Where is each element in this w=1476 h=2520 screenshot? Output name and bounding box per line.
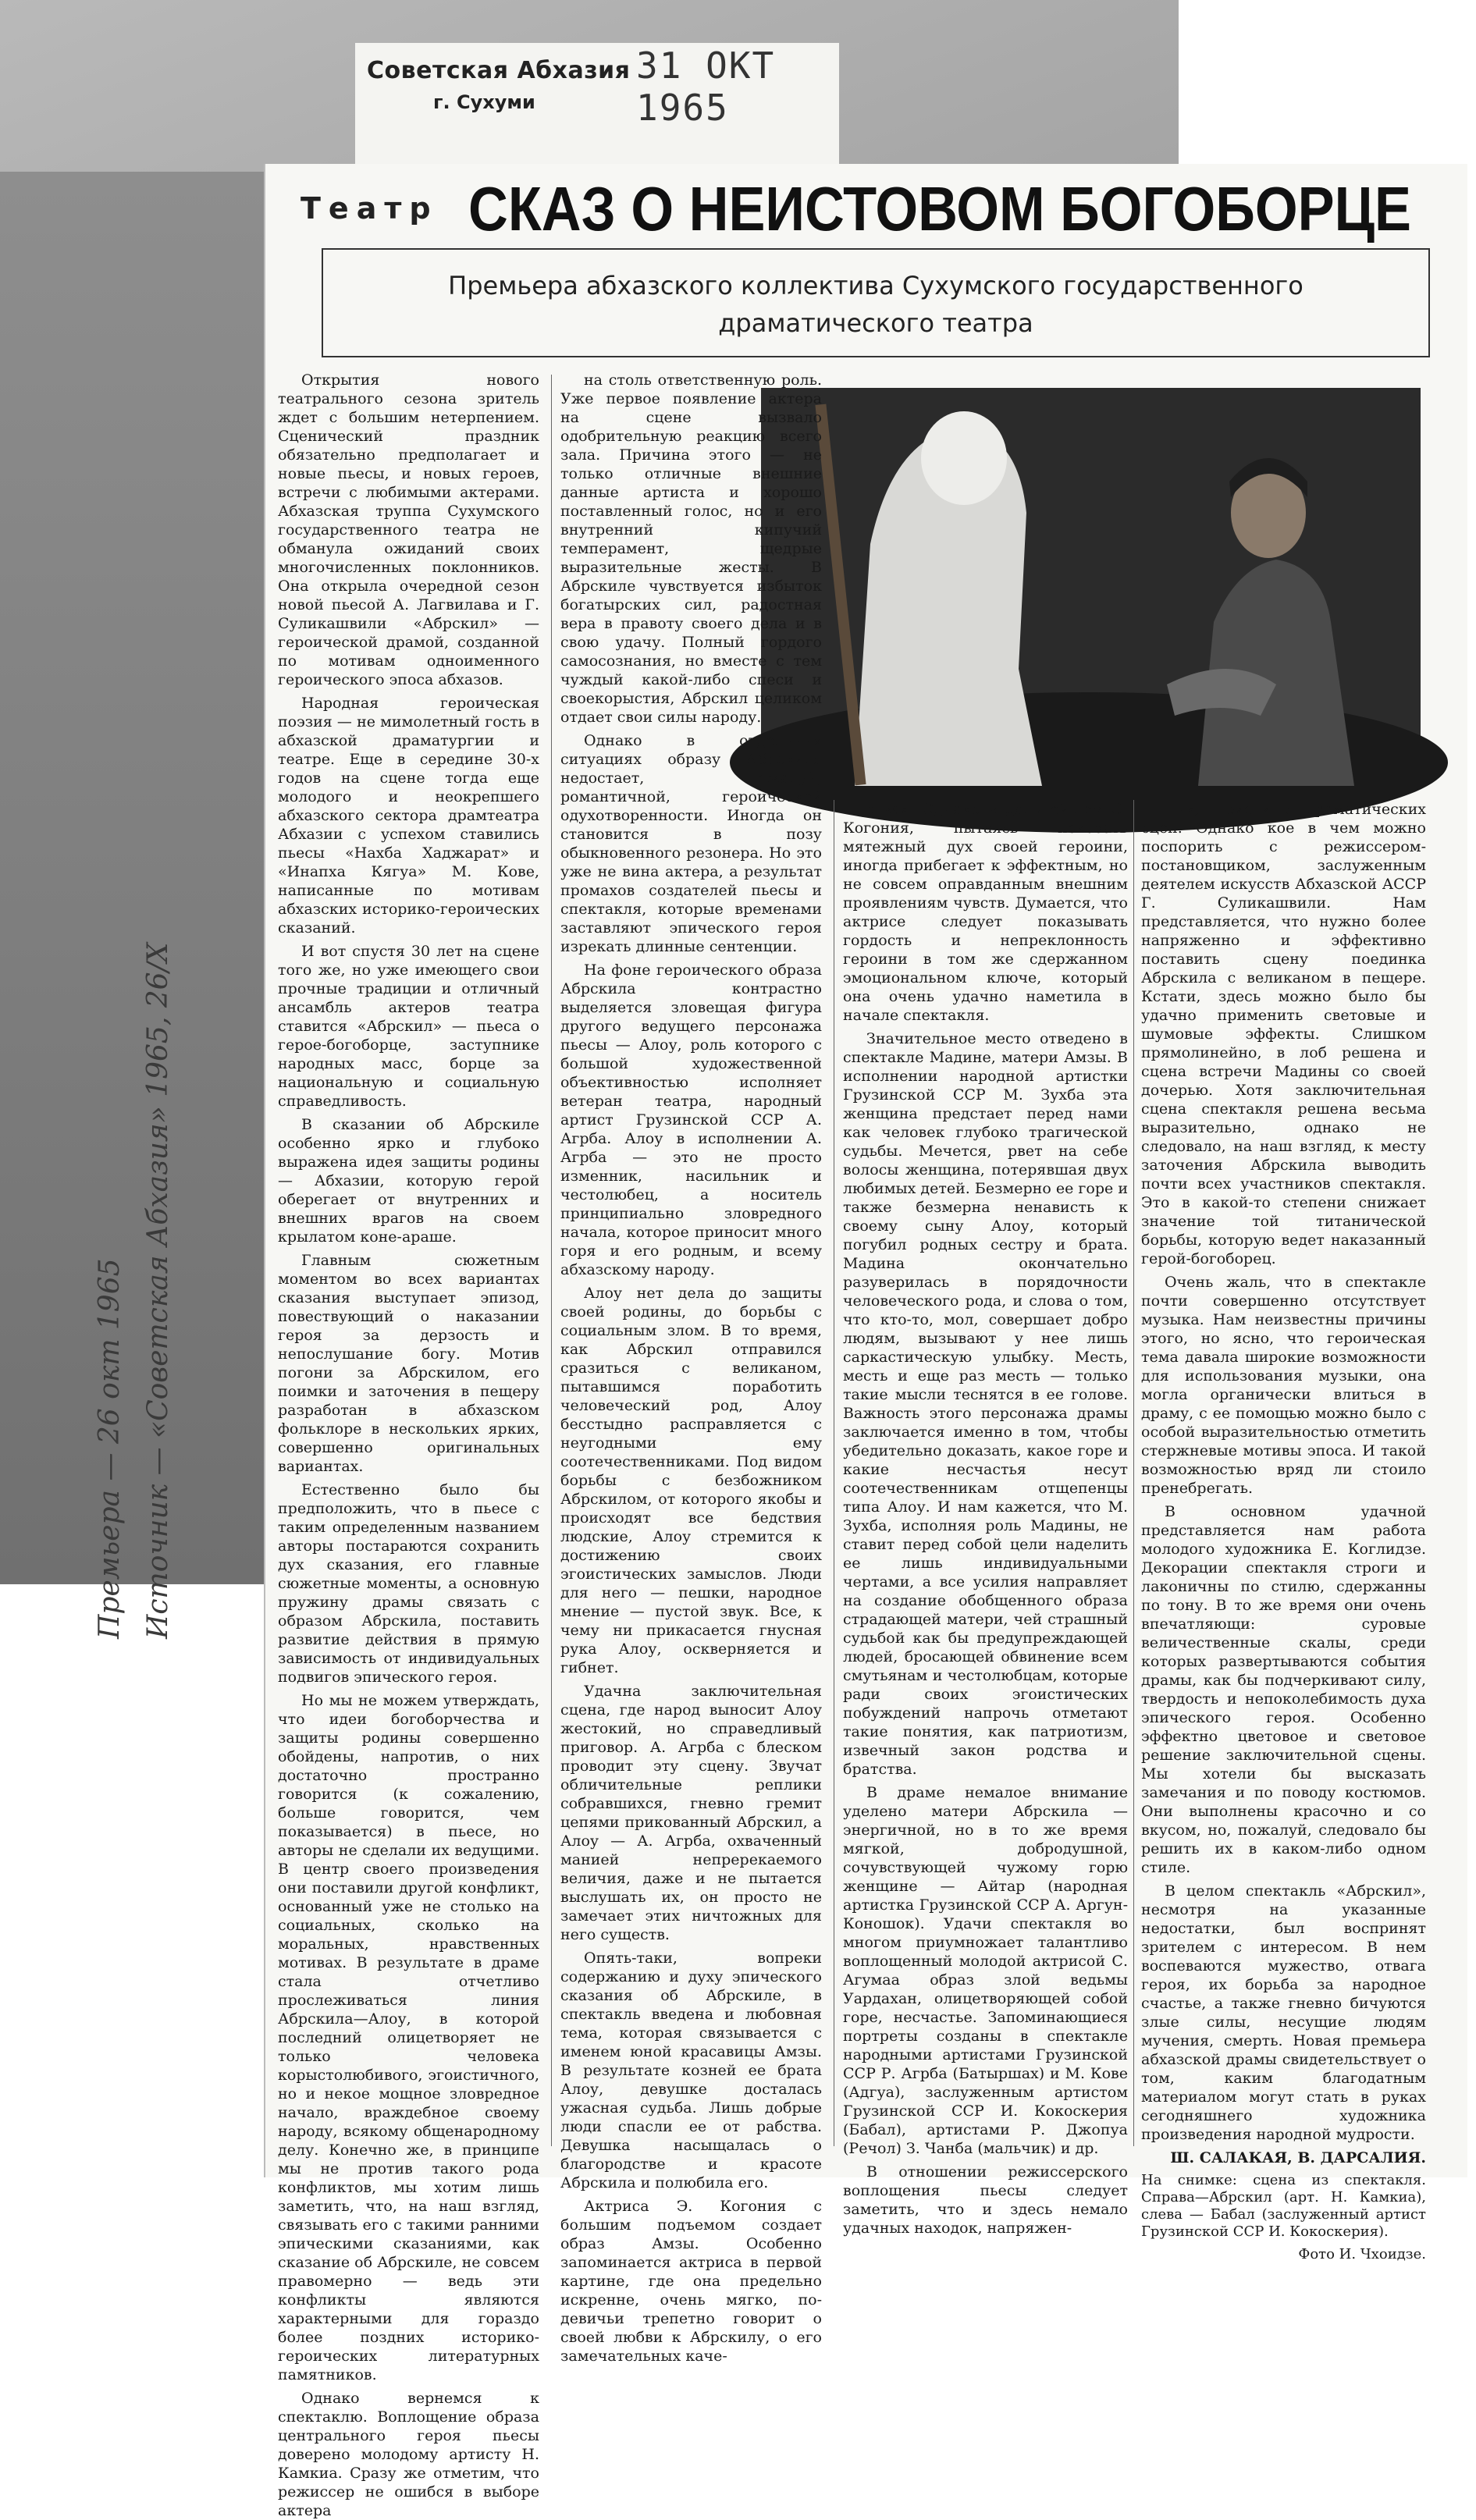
margin-note-line-2: Источник — «Советская Абхазия» 1965, 26/Х xyxy=(142,942,174,1639)
scene-photo xyxy=(761,388,1421,786)
article-column-2 xyxy=(560,371,822,2365)
paragraph: Актриса Э. Когония с большим подъемом создает образ Амзы. Особенно запоминается актриса в первой картине, где она предельно искренне, очень мягко, по-девичьи трепетно говорит о своей любви к Абрскилу, о его замечательных каче- xyxy=(560,2198,822,2365)
date-stamp: 31 ОКТ 1965 xyxy=(636,44,776,129)
paragraph: на столь ответственную роль. Уже первое появление актера на сцене вызвало одобрительную реакцию всего зала. Причина этого — не только отличные внешние данные артиста и хорошо поставленный голос, но и его внутренний кипучий темперамент, щедрые выразительные жесты. В Абрскиле чувствуется избыток богатырских сил, радостная вера в правоту своего дела и в свою удачу. Полный гордого самосознания, но вместе с тем чуждый какой-либо спеси и своекорыстия, Абрскил целиком отдает свои силы народу. xyxy=(560,371,822,726)
paragraph: Главным сюжетным моментом во всех вариантах сказания выступает эпизод, повествующий о наказании героя за дерзость и непослушание богу. Мотив погони за Абрскилом, его поимки и заточения в пещеру разработан в абхазском фольклоре в нескольких ярких, совершенно оригинальных вариантах. xyxy=(278,1252,539,1475)
paragraph: Опять-таки, вопреки содержанию и духу эпического сказания об Абрскиле, в спектакль введена и любовная тема, которая связывается с именем юной красавицы Амзы. В результате козней ее брата Алоу, девушке досталась ужасная судьба. Лишь добрые люди спасли ее от рабства. Девушка насыщалась о благородстве и красоте Абрскила и полюбила его. xyxy=(560,1950,822,2191)
paragraph: Очень жаль, что в спектакле почти совершенно отсутствует музыка. Нам неизвестны причины этого, но ясно, что героическая тема давала широкие возможности для использования музыки, она могла органически влиться в драму, с ее помощью можно было с особой выразительностью отметить стержневые мотивы эпоса. И такой возможностью вряд ли стоило пренебрегать. xyxy=(1141,1274,1426,1497)
photo-caption: На снимке: сцена из спектакля. Справа—Абрскил (арт. Н. Камкиа), слева — Бабал (заслуженный артист Грузинской ССР И. Кокоскерия). xyxy=(1141,2172,1426,2240)
paragraph: Однако в отдельных ситуациях образу Абрскила недостает, пожалуй, романтичной, героической одухотворенности. Иногда он становится в позу обыкновенного резонера. Но это уже не вина актера, а результат промахов создателей пьесы и спектакля, которые временами заставляют эпического героя изрекать длинные сентенции. xyxy=(560,732,822,955)
paragraph: ствах. Однако в дальнейшем Э. Когония, пытаясь показать мятежный дух своей героини, иногда прибегает к эффектным, но не совсем оправданным внешним проявлениям чувств. Думается, что актрисе следует показывать гордость и непреклонность героини в том же сдержанном эмоциональном ключе, который она очень удачно наметила в начале спектакля. xyxy=(843,801,1128,1024)
scene-photo-illustration xyxy=(761,388,1421,786)
source-newspaper-name: Советская Абхазия xyxy=(367,57,631,84)
paragraph: В сказании об Абрскиле особенно ярко и глубоко выражена идея защиты родины — Абхазии, которую герой оберегает от внутренних и внешних врагов на своем крылатом коне-араше. xyxy=(278,1116,539,1246)
margin-note-line-1: Премьера — 26 окт 1965 xyxy=(94,1258,126,1639)
article-column-1 xyxy=(278,371,540,2519)
article-headline: СКАЗ О НЕИСТОВОМ БОГОБОРЦЕ xyxy=(468,174,1411,243)
article-column-4 xyxy=(1141,800,1426,2262)
paragraph: В отношении режиссерского воплощения пьесы следует заметить, что и здесь немало удачных находок, напряжен- xyxy=(843,2163,1128,2237)
photo-credit: Фото И. Чхоидзе. xyxy=(1298,2246,1426,2262)
paragraph: В основном удачной представляется нам работа молодого художника Е. Коглидзе. Декорации спектакля строги и лаконичны по стилю, сдержанны по тону. В то же время они очень впечатляющи: суровые величественные скалы, среди которых развертываются события драмы, как бы подчеркивают силу, твердость и непоколебимость духа эпического героя. Особенно эффектно цветовое и световое решение заключительной сцены. Мы хотели бы высказать замечания и по поводу костюмов. Они выполнены красочно и со вкусом, но, пожалуй, следовало бы решить их в каком-либо одном стиле. xyxy=(1141,1503,1426,1876)
column-rule xyxy=(551,375,552,2146)
paragraph: И вот спустя 30 лет на сцене того же, но уже имеющего свои прочные традиции и отличный ансамбль актеров театра ставится «Абрскил» — пьеса о герое-богоборце, заступнике народных масс, борце за национальную и социальную справедливость. xyxy=(278,943,539,1110)
author-signature: Ш. САЛАКАЯ, В. ДАРСАЛИЯ. xyxy=(1170,2149,1426,2166)
paragraph: В целом спектакль «Абрскил», несмотря на указанные недостатки, был воспринят зрителем с интересом. В нем воспеваются мужество, отвага героя, их борьба за народное счастье, а также гневно бичуются злые силы, несущие людям мучения, смерть. Новая премьера абхазской драмы свидетельствует о том, каким благодатным материалом могут стать в руках сегодняшнего художника произведения народной мудрости. xyxy=(1141,1882,1426,2143)
paragraph: ных, поистине драматических сцен. Однако кое в чем можно поспорить с режиссером-постановщиком, заслуженным деятелем искусств Абхазской АССР Г. Суликашвили. Нам представляется, что нужно более напряженно и эффективно поставить сцену поединка Абрскила с великаном в пещере. Кстати, здесь можно было бы удачно применить световые и шумовые эффекты. Слишком прямолинейно, в лоб решена и сцена встречи Мадины со своей дочерью. Хотя заключительная сцена спектакля решена весьма выразительно, однако не следовало, на наш взгляд, к месту заточения Абрскила выводить почти всех участников спектакля. Это в какой-то степени снижает значение той титанической борьбы, которую ведет наказанный герой-богоборец. xyxy=(1141,801,1426,1267)
source-city: г. Сухуми xyxy=(433,91,535,113)
paragraph: Алоу нет дела до защиты своей родины, до борьбы с социальным злом. В то время, как Абрскил отправился сразиться с великаном, пытавшимся поработить человеческий род, Алоу бесстыдно расправляется с неугодными ему соотечественниками. Под видом борьбы с безбожником Абрскилом, от которого якобы и происходят все бедствия людские, Алоу стремится к достижению своих эгоистических замыслов. Люди для него — пешки, народное мнение — пустой звук. Все, к чему ни прикасается гнусная рука Алоу, оскверняется и гибнет. xyxy=(560,1285,822,1676)
paragraph: Открытия нового театрального сезона зритель ждет с большим нетерпением. Сценический праздник обязательно предполагает и новые пьесы, и новых героев, встречи с любимыми актерами. Абхазская труппа Сухумского государственного театра не обманула ожиданий своих многочисленных поклонников. Она открыла очередной сезон новой пьесой А. Лагвилава и Г. Суликашвили «Абрскил» — героической драмой, созданной по мотивам одноименного героического эпоса абхазов. xyxy=(278,371,539,688)
rubric-label: Театр xyxy=(301,191,439,226)
paragraph: Народная героическая поэзия — не мимолетный гость в абхазской драматургии и театре. Еще в середине 30-х годов на сцене тогда еще молодого и неокрепшего абхазского сектора драмтеатра Абхазии с успехом ставились пьесы «Нахба Хаджарат» и «Инапха Кягуа» М. Кове, написанные по мотивам абхазских историко-героических сказаний. xyxy=(278,695,539,937)
paragraph: Удачна заключительная сцена, где народ выносит Алоу жестокий, но справедливый приговор. А. Агрба с блеском проводит эту сцену. Звучат обличительные реплики собравшихся, гневно гремит цепями прикованный Абрскил, а Алоу — А. Агрба, охваченный манией непререкаемого величия, даже и не пытается выслушать их, он просто не замечает этих ничтожных для него существ. xyxy=(560,1683,822,1943)
handwritten-margin-note xyxy=(86,943,183,1639)
column-rule xyxy=(1133,800,1134,2146)
subheadline-line-2: драматического театра xyxy=(718,308,1033,338)
paragraph: В драме немалое внимание уделено матери Абрскила — энергичной, но в то же время мягкой, добродушной, сочувствующей чужому горю женщине — Айтар (народная артистка Грузинской ССР А. Аргун-Коношок). Удачи спектакля во многом приумножает талантливо воплощенный молодой актрисой С. Агумаа образ злой ведьмы Уардахан, олицетворяющей собой горе, несчастье. Запоминающиеся портреты созданы в спектакле народными артистами Грузинской ССР Р. Агрба (Батыршах) и М. Кове (Адгуа), заслуженным артистом Грузинской ССР И. Кокоскерия (Бабал), артистами Р. Джопуа (Речол) З. Чанба (мальчик) и др. xyxy=(843,1784,1128,2157)
subheadline-line-1: Премьера абхазского коллектива Сухумского государственного xyxy=(448,271,1304,300)
source-label xyxy=(355,43,839,168)
paragraph: Однако вернемся к спектаклю. Воплощение образа центрального героя пьесы доверено молодому артисту Н. Камкиа. Сразу же отметим, что режиссер не ошибся в выборе актера xyxy=(278,2390,539,2519)
paragraph: Естественно было бы предположить, что в пьесе с таким определенным названием авторы постараются сохранить дух сказания, его главные сюжетные моменты, а основную пружину драмы связать с образом Абрскила, поставить развитие действия в прямую зависимость от индивидуальных подвигов эпического героя. xyxy=(278,1481,539,1686)
article-column-3 xyxy=(843,800,1128,2237)
paragraph: На фоне героического образа Абрскила контрастно выделяется зловещая фигура другого ведущего персонажа пьесы — Алоу, роль которого с большой художественной объективностью исполняет ветеран театра, народный артист Грузинской ССР А. Агрба. Алоу в исполнении А. Агрба — это не просто изменник, насильник и честолюбец, а носитель принципиально зловредного начала, которое приносит много горя и его родным, и всему абхазскому народу. xyxy=(560,961,822,1278)
subheadline-box xyxy=(322,248,1430,357)
paragraph: Значительное место отведено в спектакле Мадине, матери Амзы. В исполнении народной артистки Грузинской ССР М. Зухба эта женщина предстает перед нами как человек глубоко трагической судьбы. Мечется, рвет на себе волосы женщина, потерявшая двух любимых детей. Безмерно ее горе и также безмерна ненависть к своему сыну Алоу, который погубил родных сестру и брата. Мадина окончательно разуверилась в порядочности человеческого рода, и слова о том, что кто-то, мол, совершает добро людям, вызывают у нее лишь саркастическую улыбку. Месть, месть и еще раз месть — только такие мысли теснятся в ее голове. Важность этого персонажа драмы заключается именно в том, чтобы убедительно доказать, какое горе и какие несчастья несут соотечественникам отщепенцы типа Алоу. И нам кажется, что М. Зухба, исполняя роль Мадины, не ставит перед собой цели наделить ее лишь индивидуальными чертами, а все усилия направляет на создание обобщенного образа страдающей матери, чей страшный судьбой как бы предупреждающей людей, бросающей обвинение всем смутьянам и честолюбцам, которые ради своих эгоистических побуждений напрочь отметают такие понятия, как патриотизм, извечный закон родства и братства. xyxy=(843,1030,1128,1778)
paragraph: Но мы не можем утверждать, что идеи богоборчества и защиты родины совершенно обойдены, напротив, о них достаточно пространно говорится (к сожалению, больше говорится, чем показывается) в пьесе, но авторы не сделали их ведущими. В центр своего произведения они поставили другой конфликт, основанный уже не столько на социальных, сколько на моральных, нравственных мотивах. В результате в драме стала отчетливо прослеживаться линия Абрскила—Алоу, в которой последний олицетворяет не только человека корыстолюбивого, эгоистичного, но и некое мощное зловредное начало, враждебное своему народу, всякому общенародному делу. Конечно же, в принципе мы не против такого рода конфликтов, мы хотим лишь заметить, что, на наш взгляд, связывать его с такими ранними эпическими сказаниями, как сказание об Абрскиле, не совсем правомерно — ведь эти конфликты являются характерными для гораздо более поздних историко-героических литературных памятников. xyxy=(278,1692,540,2383)
